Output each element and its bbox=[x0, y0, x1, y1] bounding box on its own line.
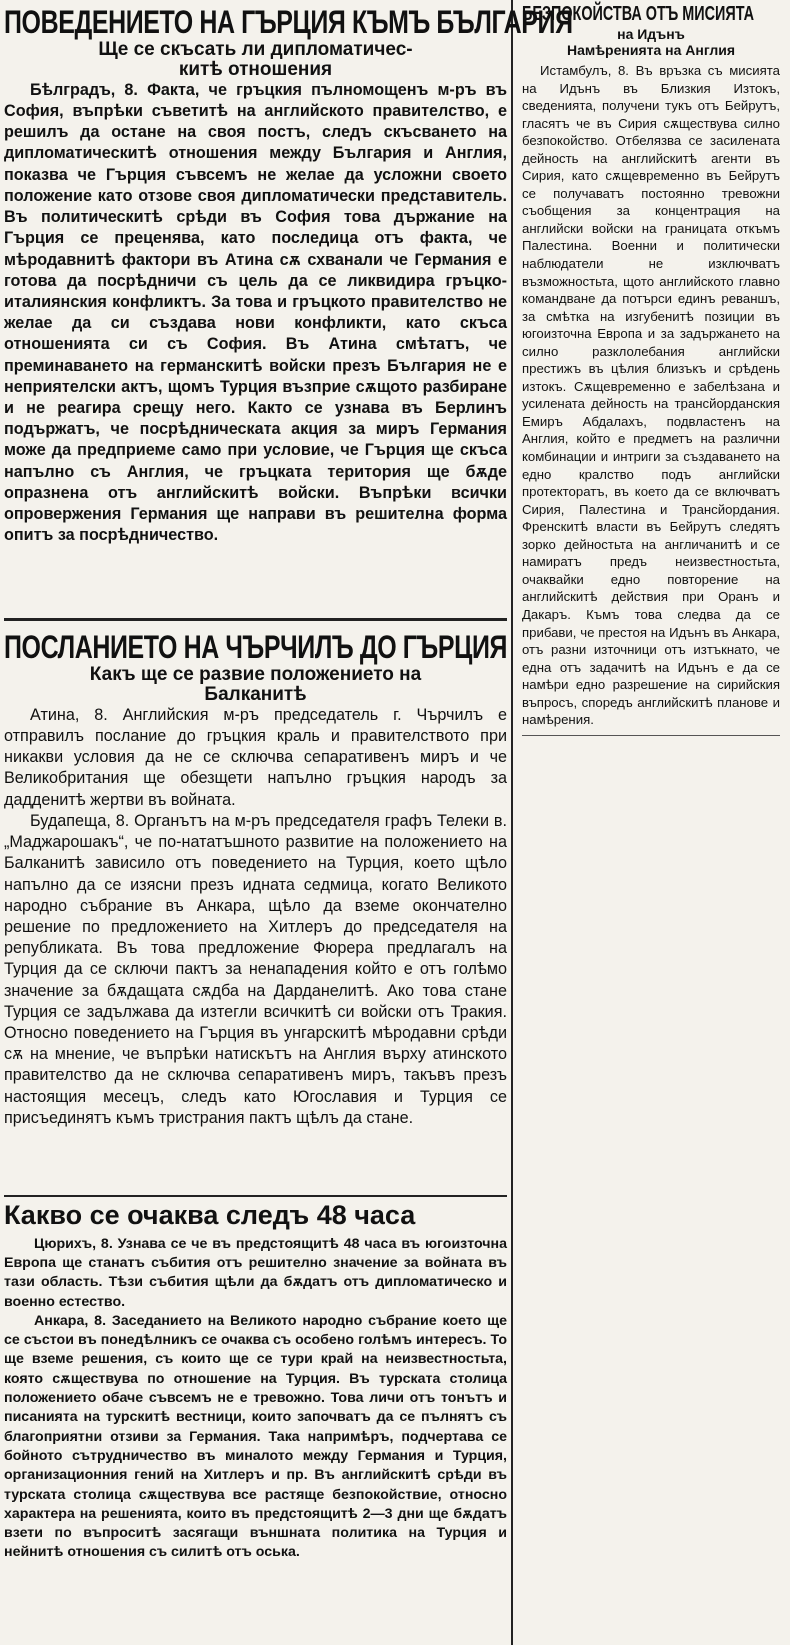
article-title: БЕЗПОКОЙСТВА ОТЪ МИСИЯТА bbox=[522, 3, 755, 25]
article-churchill-message bbox=[4, 618, 507, 1195]
article-body bbox=[522, 62, 780, 736]
article-subtitle: Какъ ще се развие положението на bbox=[89, 664, 422, 685]
article-title: Какво се очаква следъ 48 часа bbox=[4, 1200, 416, 1230]
right-column bbox=[520, 0, 782, 736]
paragraph: Атина, 8. Английския м-ръ председатель г. Чърчилъ е отправилъ послание до гръцкия краль и правителството при никакви условия да не се сключва сепаративенъ миръ и че Великобритания ще обезщети напълно гръцкия народъ за дадденитѣ жертви въ войната. bbox=[4, 705, 507, 809]
paragraph: Цюрихъ, 8. Узнава се че въ предстоящитѣ 48 часа въ югоизточна Европа ще станатъ събития отъ решително значение за войната въ тази область. Тѣзи събития щѣли да бѫдатъ отъ дипломатическо и военно естество. bbox=[4, 1235, 507, 1310]
article-subtitle-secondary: Намѣренията на Англия bbox=[566, 42, 736, 58]
article-eden-mission bbox=[522, 4, 780, 736]
article-title: ПОВЕДЕНИЕТО НА ГЪРЦИЯ КЪМЪ БЪЛГАРИЯ bbox=[4, 4, 573, 40]
paragraph: Бѣлградъ, 8. Факта, че гръцкия пълномощенъ м-ръ въ София, въпрѣки съветитѣ на английското правителство, е решилъ да остане на своя постъ, следъ скъсването на дипломатическитѣ отношения между България и Англия, показва че Гърция съвсемъ не желае да усложни своето положение като отзове своя дипломатически представитель. Въ политическитѣ срѣди въ София това държание на Гърция се преценява, като последица отъ факта, че мѣродавнитѣ фактори въ Атина сѫ схванали че Германия е готова да посрѣдничи съ цель да се ликвидира гръцко-италиянския конфликтъ. За това и гръцкото правителство не желае да си създава нови конфликти, като скъса отношенията си съ София. Въ Атина смѣтатъ, че преминаването на германскитѣ войски презъ България не е неприятелски актъ, щомъ Турция възприе сѫщото разбиране и не реагира срещу него. Както се узнава въ Берлинъ подържатъ, че посрѣдническата акция за миръ Германия може да предприеме само при условие, че Гърция ще скъса напълно съ Англия, че гръцката територия ще бѫде опразнена отъ английскитѣ войски. Въпрѣки всички опровержения Германия ще направи въ решителна форма опитъ за посрѣдничество. bbox=[4, 80, 507, 545]
article-subtitle-continued: Балканитѣ bbox=[204, 683, 307, 705]
article-title: ПОСЛАНИЕТО НА ЧЪРЧИЛЪ ДО ГЪРЦИЯ bbox=[4, 629, 508, 665]
article-subtitle: Ще се скъсать ли дипломатичес- bbox=[98, 39, 413, 60]
article-subtitle-continued: китѣ отношения bbox=[178, 58, 333, 80]
article-after-48-hours bbox=[4, 1195, 507, 1563]
article-subtitle: на Идънъ bbox=[617, 26, 685, 42]
article-body bbox=[4, 1235, 507, 1563]
paragraph: Будапеща, 8. Органътъ на м-ръ председателя графъ Телеки в. „Маджарошакъ“, че по-нататъшното развитие на положението на Балканитѣ зависило отъ поведението на Турция, което щѣло напълно да се изясни презъ идната седмица, когато Великото народно събрание въ Анкара, щѣло да вземе окончателно решение по предложението на Хитлеръ до председателя на републиката. Въ това предложение Фюрера предлагалъ на Турция да се сключи пактъ за ненападения който е отъ голѣмо значение за бѫдащата сѫдба на Дарданелитѣ. Ако това стане Турция се задължава да изтегли всичкитѣ си войски отъ Тракия. Относно поведението на Гърция въ унгарскитѣ мѣродавни срѣди сѫ на мнение, че въпрѣки натискътъ на Англия върху атинското правителство да не сключва сепаративенъ миръ, такъвъ презъ настоящия месецъ, следъ като Югославия и Турция се присъединятъ къмъ тристрания пактъ щѣлъ да стане. bbox=[4, 811, 507, 1127]
paragraph: Анкара, 8. Заседанието на Великото народно събрание което ще се състои въ понедѣлникъ се очаква съ особено голѣмъ интересъ. То ще вземе решения, съ които ще се тури край на неизвестностьта, която сѫществува по отношение на Турция. Въ турската столица положението обаче съвсемъ не е тревожно. Това личи отъ тонътъ и писанията на турскитѣ вестници, които започватъ да се пълнятъ съ благоприятни отзиви за Германия. Така напримѣръ, подчертава се бойното сътрудничество въ миналото между Германия и Турция, организационния гений на Хитлеръ и пр. Въ английскитѣ срѣди въ турската столица сѫществува все растяще безпокойствие, относно характера на решенията, които въ предстоящитѣ 2—3 дни ще бѫдатъ взети по въпроситѣ засягащи външната политика на Турция и нейнитѣ отношения съ силитѣ отъ оська. bbox=[4, 1312, 507, 1561]
paragraph: Истамбулъ, 8. Въ връзка съ мисията на Идънъ въ Близкия Изтокъ, сведенията, получени тукъ отъ Бейрутъ, гласятъ че въ Сирия сѫществува силно безпокойство. Отбелязва се засилената дейность на английскитѣ агенти въ Сирия, като сѫщевременно въ Бейрутъ се получаватъ постоянно тревожни съобщения за концентрация на английски войски на границата откъмъ Палестина. Военни и политически наблюдатели не изключватъ възможностьта, щото английското главно командване да потърси единъ реваншъ, за смѣтка на изгубенитѣ позиции въ югоизточна Европа и за задържането на силно разклолебания английски престижъ въ цѣлия близъкъ и срѣдень изтокъ. Сѫщевременно е забелѣзана и усилената дейность на трансйорданския Емиръ Абдалахъ, подвластенъ на Англия, който е предметъ на различни комбинации и интриги за създаването на едно кралство подъ английски протекторатъ, въ което да се включватъ Сирия, Палестина и Трансйордания. Френскитѣ власти въ Бейрутъ следятъ зорко дейностьта на англичанитѣ и се намиратъ предъ неизвестностьта, очаквайки едно повторение на английскитѣ действия при Оранъ и Дакаръ. Къмъ това следва да се прибави, че престоя на Идънъ въ Анкара, отъ разни източници отъ изтъкнато, че една отъ задачитѣ на Идънъ е да се намѣри едно разрешение на сирийския въпросъ, споредъ английскитѣ планове и намѣрения. bbox=[522, 63, 780, 728]
article-body bbox=[4, 80, 507, 546]
article-body bbox=[4, 705, 507, 1129]
article-greece-bulgaria bbox=[4, 4, 573, 618]
